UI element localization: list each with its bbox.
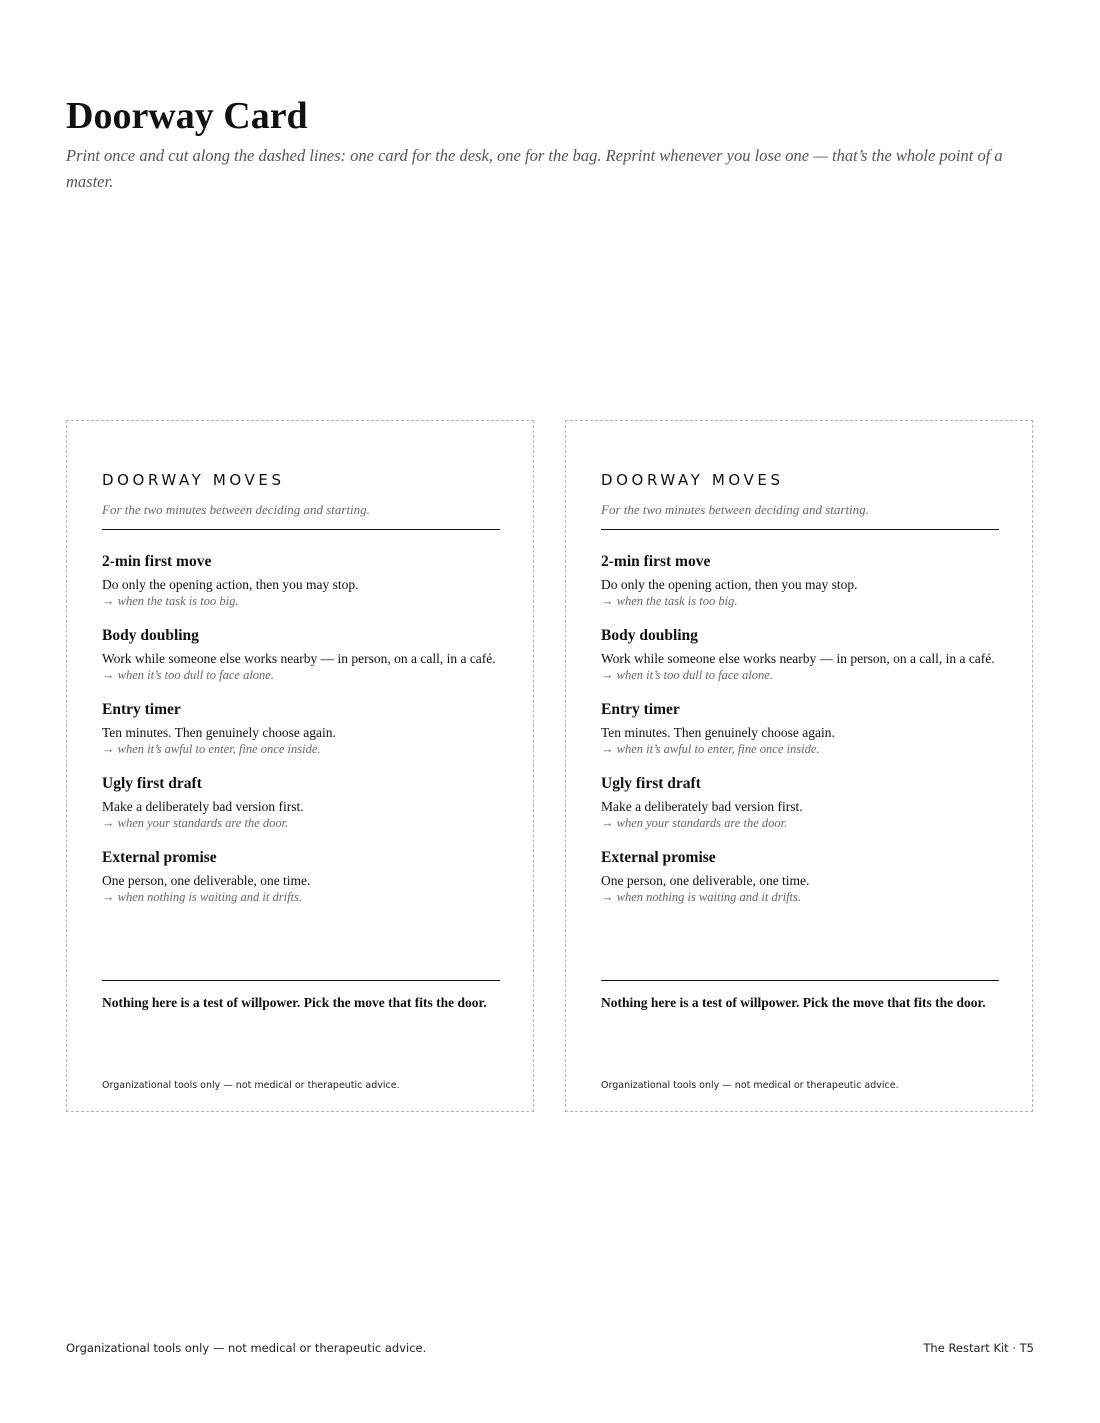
move-when: → when the task is too big. xyxy=(102,594,239,608)
move-when: → when your standards are the door. xyxy=(601,816,788,830)
move-when: → when nothing is waiting and it drifts. xyxy=(102,890,303,904)
card-closing: Nothing here is a test of willpower. Pick the move that fits the door. xyxy=(102,995,487,1010)
card-heading: DOORWAY MOVES xyxy=(601,471,784,489)
card-subheading: For the two minutes between deciding and starting. xyxy=(601,502,869,517)
move-item xyxy=(601,848,999,906)
move-item xyxy=(601,774,999,832)
footer-disclaimer: Organizational tools only — not medical or therapeutic advice. xyxy=(66,1341,427,1355)
move-when: → when it’s awful to enter, fine once inside. xyxy=(601,742,820,756)
card-top-rule xyxy=(102,529,500,530)
card-disclaimer: Organizational tools only — not medical or therapeutic advice. xyxy=(102,1080,400,1091)
doorway-card-desk xyxy=(66,420,534,1112)
card-disclaimer: Organizational tools only — not medical or therapeutic advice. xyxy=(601,1080,899,1091)
page-title: Doorway Card xyxy=(66,95,308,137)
footer-page-label: The Restart Kit · T5 xyxy=(923,1341,1034,1355)
move-when: → when it’s too dull to face alone. xyxy=(102,668,274,682)
move-title: Entry timer xyxy=(601,701,680,718)
card-top-rule xyxy=(601,529,999,530)
card-content xyxy=(601,421,999,1111)
move-description: Make a deliberately bad version first. xyxy=(601,799,803,814)
move-title: External promise xyxy=(102,849,217,866)
move-item xyxy=(102,848,500,906)
move-description: Work while someone else works nearby — in person, on a call, in a café. xyxy=(102,651,496,666)
move-when: → when the task is too big. xyxy=(601,594,738,608)
move-item xyxy=(102,774,500,832)
move-item xyxy=(601,552,999,610)
move-description: Do only the opening action, then you may stop. xyxy=(102,577,359,592)
move-item xyxy=(102,700,500,758)
move-item xyxy=(601,700,999,758)
card-content xyxy=(102,421,500,1111)
move-description: Work while someone else works nearby — in person, on a call, in a café. xyxy=(601,651,995,666)
move-title: Ugly first draft xyxy=(102,775,202,792)
move-description: Ten minutes. Then genuinely choose again. xyxy=(102,725,336,740)
move-item xyxy=(102,552,500,610)
moves-list xyxy=(601,552,999,922)
page-intro: Print once and cut along the dashed lines: one card for the desk, one for the bag. Reprint whenever you lose one — that’s the whole point of a master. xyxy=(66,146,1003,191)
move-when: → when your standards are the door. xyxy=(102,816,289,830)
moves-list xyxy=(102,552,500,922)
move-title: Ugly first draft xyxy=(601,775,701,792)
move-description: One person, one deliverable, one time. xyxy=(601,873,810,888)
move-title: External promise xyxy=(601,849,716,866)
move-title: Body doubling xyxy=(601,627,698,644)
move-when: → when nothing is waiting and it drifts. xyxy=(601,890,802,904)
move-description: Ten minutes. Then genuinely choose again. xyxy=(601,725,835,740)
move-title: Body doubling xyxy=(102,627,199,644)
doorway-card-bag xyxy=(565,420,1033,1112)
move-description: One person, one deliverable, one time. xyxy=(102,873,311,888)
card-heading: DOORWAY MOVES xyxy=(102,471,285,489)
move-title: 2-min first move xyxy=(102,553,212,570)
card-bottom-rule xyxy=(102,980,500,981)
move-when: → when it’s too dull to face alone. xyxy=(601,668,773,682)
move-item xyxy=(102,626,500,684)
move-title: Entry timer xyxy=(102,701,181,718)
move-item xyxy=(601,626,999,684)
card-bottom-rule xyxy=(601,980,999,981)
move-description: Do only the opening action, then you may stop. xyxy=(601,577,858,592)
move-description: Make a deliberately bad version first. xyxy=(102,799,304,814)
move-when: → when it’s awful to enter, fine once inside. xyxy=(102,742,321,756)
card-subheading: For the two minutes between deciding and starting. xyxy=(102,502,370,517)
move-title: 2-min first move xyxy=(601,553,711,570)
card-closing: Nothing here is a test of willpower. Pick the move that fits the door. xyxy=(601,995,986,1010)
